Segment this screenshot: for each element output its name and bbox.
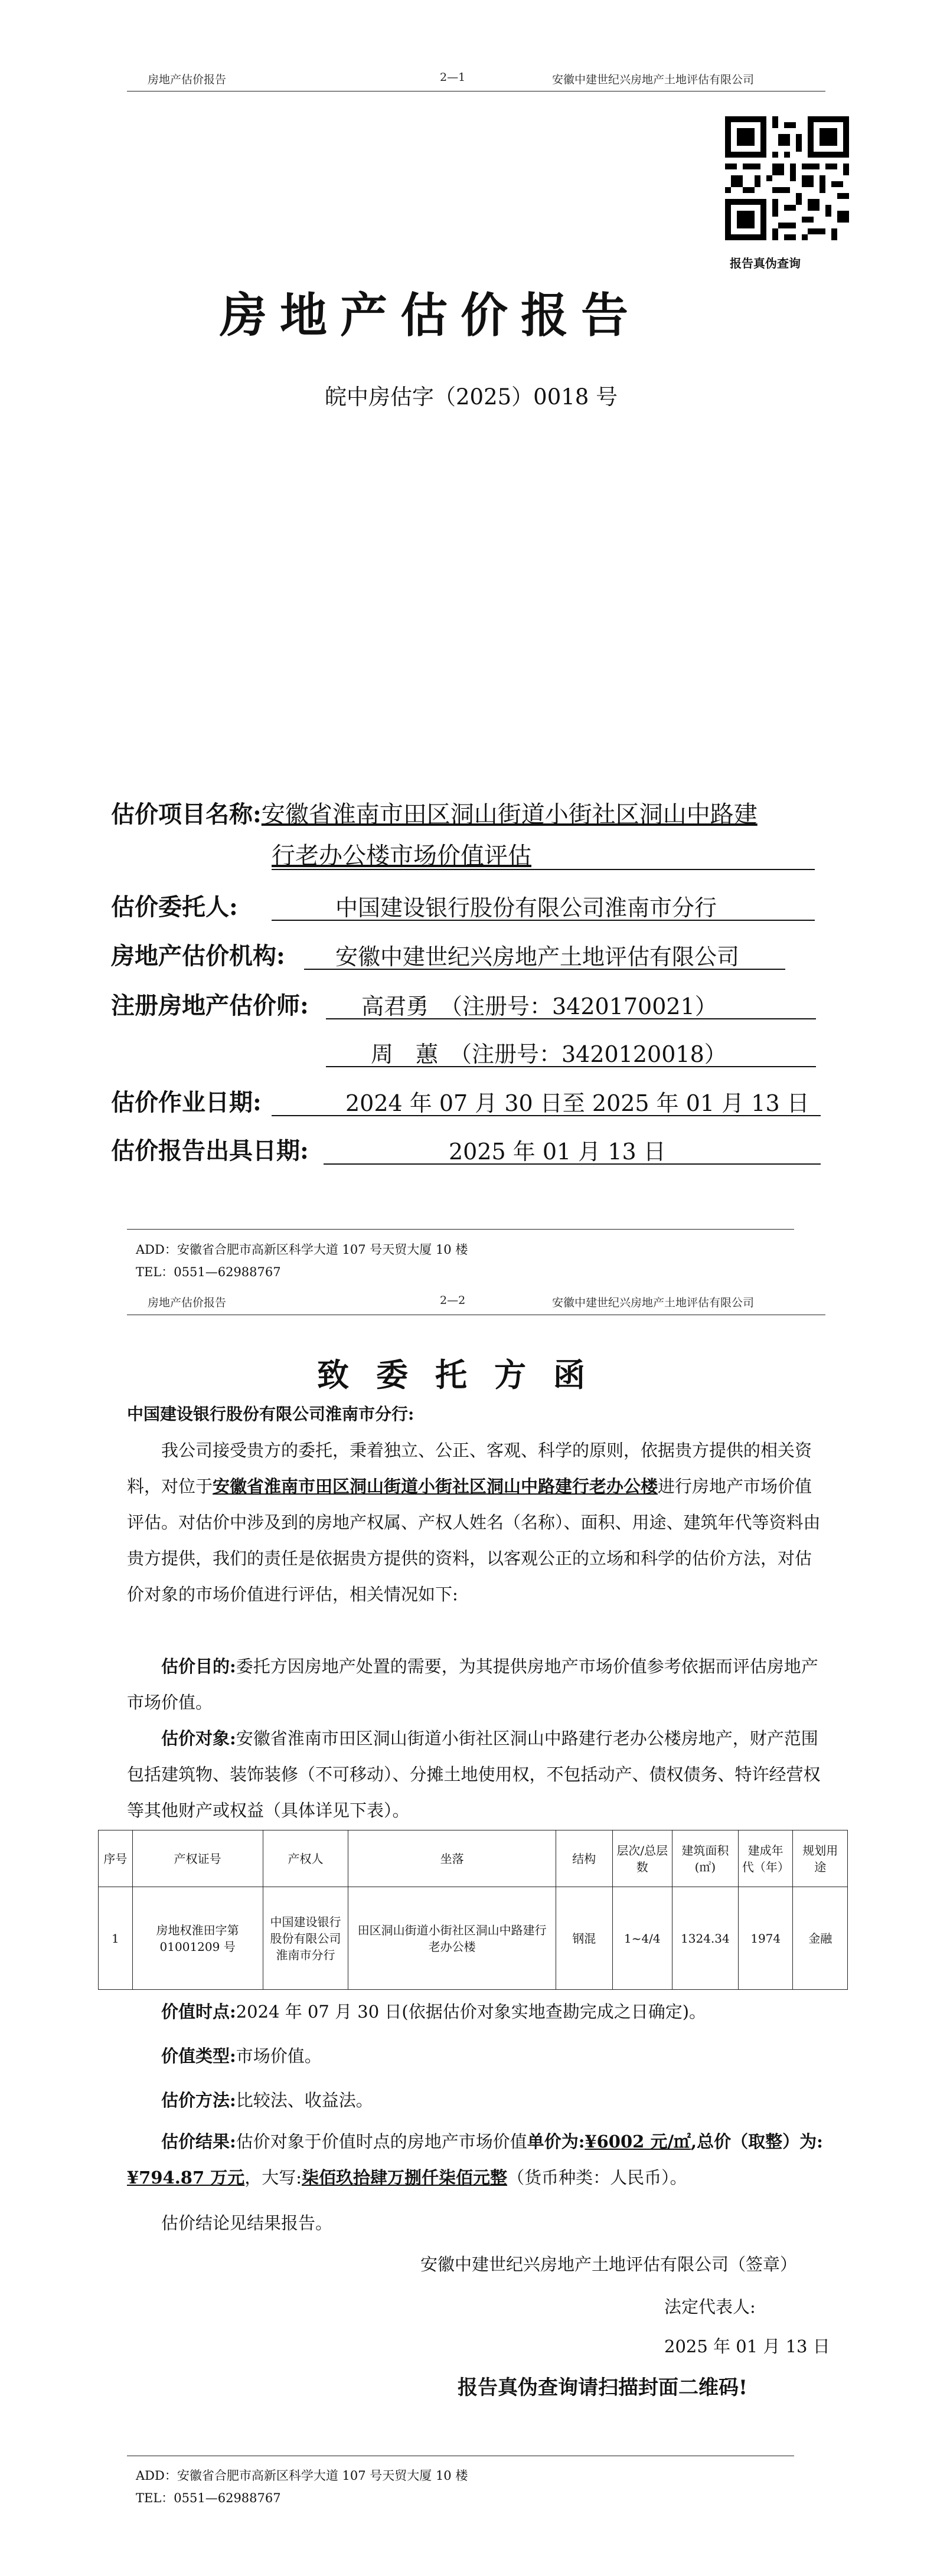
client-label: 估价委托人: <box>111 893 238 921</box>
agency-value: 安徽中建世纪兴房地产土地评估有限公司 <box>335 944 740 970</box>
project-name-row <box>111 796 758 829</box>
appraisal-method: 估价方法:比较法、收益法。 <box>161 2090 373 2110</box>
work-date-label: 估价作业日期: <box>111 1088 262 1116</box>
page2-footer-address: ADD：安徽省合肥市高新区科学大道 107 号天贸大厦 10 楼 <box>136 2469 468 2483</box>
verify-note: 报告真伪查询请扫描封面二维码! <box>458 2376 747 2400</box>
appraiser-1: 高君勇 （注册号：3420170021） <box>361 993 717 1019</box>
project-name-label: 估价项目名称: <box>111 800 262 828</box>
property-table <box>98 1830 848 1990</box>
page1-footer-address: ADD：安徽省合肥市高新区科学大道 107 号天贸大厦 10 楼 <box>136 1243 468 1257</box>
value-type: 价值类型:市场价值。 <box>161 2046 322 2066</box>
signature-representative: 法定代表人: <box>664 2297 756 2317</box>
page1-header-left: 房地产估价报告 <box>148 73 227 86</box>
page2-footer-tel: TEL：0551—62988767 <box>136 2491 281 2505</box>
project-name-row-2 <box>272 837 531 871</box>
letter-title: 致委托方函 <box>317 1356 612 1394</box>
project-name-value: 安徽省淮南市田区洞山街道小街社区洞山中路建 <box>261 801 758 828</box>
page1-header-right: 安徽中建世纪兴房地产土地评估有限公司 <box>552 73 755 86</box>
appraiser-2: 周 蕙 （注册号：3420120018） <box>371 1041 727 1067</box>
page1-header-page-number: 2—1 <box>440 71 466 84</box>
agency-underline <box>304 969 785 970</box>
report-number: 皖中房估字（2025）0018 号 <box>325 384 618 410</box>
report-title: 房地产估价报告 <box>220 287 641 343</box>
table-row: 1 房地权淮田字第 01001209 号 中国建设银行股份有限公司淮南市分行 田区洞山街道小街社区洞山中路建行老办公楼 钢混 1~4/4 1324.34 1974 金融 <box>99 1887 848 1990</box>
appraiser-1-underline <box>326 1018 816 1019</box>
work-date-value: 2024 年 07 月 30 日至 2025 年 01 月 13 日 <box>345 1090 809 1116</box>
client-value: 中国建设银行股份有限公司淮南市分行 <box>335 895 717 921</box>
issue-date-label: 估价报告出具日期: <box>111 1137 309 1165</box>
appraisal-result: 估价结果:估价对象于价值时点的房地产市场价值单价为:¥6002 元/㎡,总价（取整）为:¥794.87 万元，大写:柒佰玖拾肆万捌仟柒佰元整（货币种类：人民币）。 <box>127 2132 823 2188</box>
issue-date-underline <box>324 1163 821 1165</box>
table-header-row: 序号 产权证号 产权人 坐落 结构 层次/总层数 建筑面积(㎡) 建成年代（年） 规划用途 <box>99 1830 848 1887</box>
page2-header-right: 安徽中建世纪兴房地产土地评估有限公司 <box>552 1296 755 1309</box>
appraisal-purpose: 估价目的:委托方因房地产处置的需要，为其提供房地产市场价值参考依据而评估房地产市场价值。 <box>127 1656 818 1712</box>
project-name-value-2: 行老办公楼市场价值评估 <box>272 842 531 869</box>
qr-code-icon[interactable] <box>725 116 849 240</box>
signature-company: 安徽中建世纪兴房地产土地评估有限公司（签章） <box>420 2254 798 2274</box>
page1-footer-tel: TEL：0551—62988767 <box>136 1265 281 1279</box>
signature-date: 2025 年 01 月 13 日 <box>664 2336 830 2356</box>
issue-date-value: 2025 年 01 月 13 日 <box>449 1139 666 1165</box>
work-date-underline <box>272 1115 821 1116</box>
letter-addressee: 中国建设银行股份有限公司淮南市分行: <box>127 1404 414 1424</box>
value-time: 价值时点:2024 年 07 月 30 日(依据估价对象实地查勘完成之日确定)。 <box>161 2002 707 2022</box>
conclusion-note: 估价结论见结果报告。 <box>161 2213 333 2233</box>
qr-caption: 报告真伪查询 <box>730 256 801 270</box>
client-underline <box>272 920 815 921</box>
letter-paragraph-1: 我公司接受贵方的委托，秉着独立、公正、客观、科学的原则，依据贵方提供的相关资料，对位于安徽省淮南市田区洞山街道小街社区洞山中路建行老办公楼进行房地产市场价值评估。对估价中涉及到的房地产权属、产权人姓名（名称）、面积、用途、建筑年代等资料由贵方提供，我们的责任是依据贵方提供的资料，以客观公正的立场和科学的估价方法，对估价对象的市场价值进行评估，相关情况如下: <box>127 1440 821 1604</box>
appraiser-label: 注册房地产估价师: <box>111 992 309 1019</box>
page2-header-left: 房地产估价报告 <box>148 1296 227 1309</box>
appraiser-2-underline <box>326 1066 816 1067</box>
page2-header-page-number: 2—2 <box>440 1294 466 1307</box>
project-name-underline <box>272 869 815 870</box>
agency-label: 房地产估价机构: <box>111 942 285 970</box>
page1-footer-rule <box>127 1229 794 1230</box>
appraisal-object: 估价对象:安徽省淮南市田区洞山街道小街社区洞山中路建行老办公楼房地产，财产范围包括建筑物、装饰装修（不可移动）、分摊土地使用权，不包括动产、债权债务、特许经营权等其他财产或权益（具体详见下表）。 <box>127 1728 821 1820</box>
